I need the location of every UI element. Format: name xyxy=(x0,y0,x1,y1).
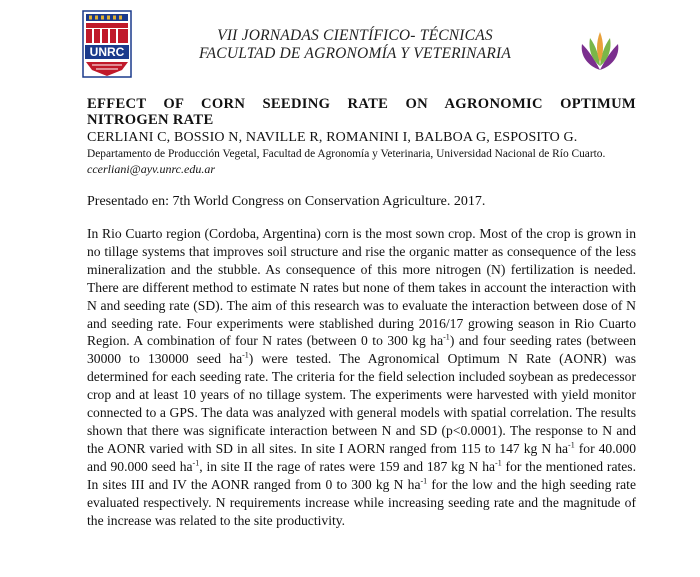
superscript: -1 xyxy=(443,332,450,342)
abstract-text: ) were tested. The Agronomical Optimum N Rate (AONR) was determined for each seeding rate. The criteria for the field selection included soybean as predecessor crop and at least 10 years of no tillage system. The experiments were harvested with yield monitor connected to a GPS. The data was analyzed with general models with spatial correlation. The results shown that there was significate interaction between N and SD (p<0.0001). The response to N and the AONR varied with SD in all sites. In site I AORN ranged from 115 to 147 kg N ha xyxy=(87,351,636,456)
conference-title xyxy=(150,27,560,63)
paper-title-line-1: EFFECT OF CORN SEEDING RATE ON AGRONOMIC OPTIMUM xyxy=(87,96,636,112)
conference-line-1: VII JORNADAS CIENTÍFICO- TÉCNICAS xyxy=(217,27,493,44)
unrc-logo xyxy=(82,10,132,78)
superscript: -1 xyxy=(420,476,428,486)
paper-body xyxy=(87,96,636,529)
abstract-text: In Rio Cuarto region (Cordoba, Argentina) corn is the most sown crop. Most of the crop is grown in no tillage systems that improves soil structure and rise the organic matter as consequence of the less mineralization and the stubble. As consequence of this more nitrogen (N) fertilization is needed. There are different method to estimate N rates but none of them takes in account the interaction with N and seeding rate (SD). The aim of this research was to evaluate the interaction between dose of N and seeding rate. Four experiments were stablished during 2016/17 growing season in Rio Cuarto Region. A combination of four N rates (between 0 to 300 kg ha xyxy=(87,226,636,349)
abstract-paragraph xyxy=(87,225,636,529)
superscript: -1 xyxy=(192,458,200,468)
abstract-text: , in site II the rage of rates were 159 and 187 kg N ha xyxy=(199,458,496,474)
unrc-logo-text: UNRC xyxy=(89,45,125,59)
email-link[interactable]: ccerliani@ayv.unrc.edu.ar xyxy=(87,162,215,176)
faculty-leaf-logo xyxy=(576,30,624,74)
superscript: -1 xyxy=(242,350,249,360)
paper-title xyxy=(87,96,636,128)
page-header xyxy=(0,0,700,90)
abstract-text: for 40.000 and 90.000 seed ha xyxy=(87,440,636,474)
conference-line-2: FACULTAD DE AGRONOMÍA Y VETERINARIA xyxy=(198,45,512,62)
abstract-text: ) and four seeding rates (between 30000 to 130000 seed ha xyxy=(87,333,637,367)
authors: CERLIANI C, BOSSIO N, NAVILLE R, ROMANINI I, BALBOA G, ESPOSITO G. xyxy=(87,130,578,145)
abstract-text: for the low and the high seeding rate evaluated respectively. N requirements increase while increasing seeding rate and the magnitude of the increase was related to the site productivity. xyxy=(87,476,636,528)
superscript: -1 xyxy=(568,440,575,450)
affiliation: Departamento de Producción Vegetal, Facultad de Agronomía y Veterinaria, Universidad Nacional de Río Cuarto. xyxy=(87,148,606,160)
abstract-text: for the mentioned rates. In sites III and IV the AONR ranged from 0 to 300 kg N ha xyxy=(87,458,636,492)
superscript: -1 xyxy=(495,458,502,468)
paper-title-line-2: NITROGEN RATE xyxy=(87,112,214,128)
presented-at: Presentado en: 7th World Congress on Conservation Agriculture. 2017. xyxy=(87,194,486,209)
